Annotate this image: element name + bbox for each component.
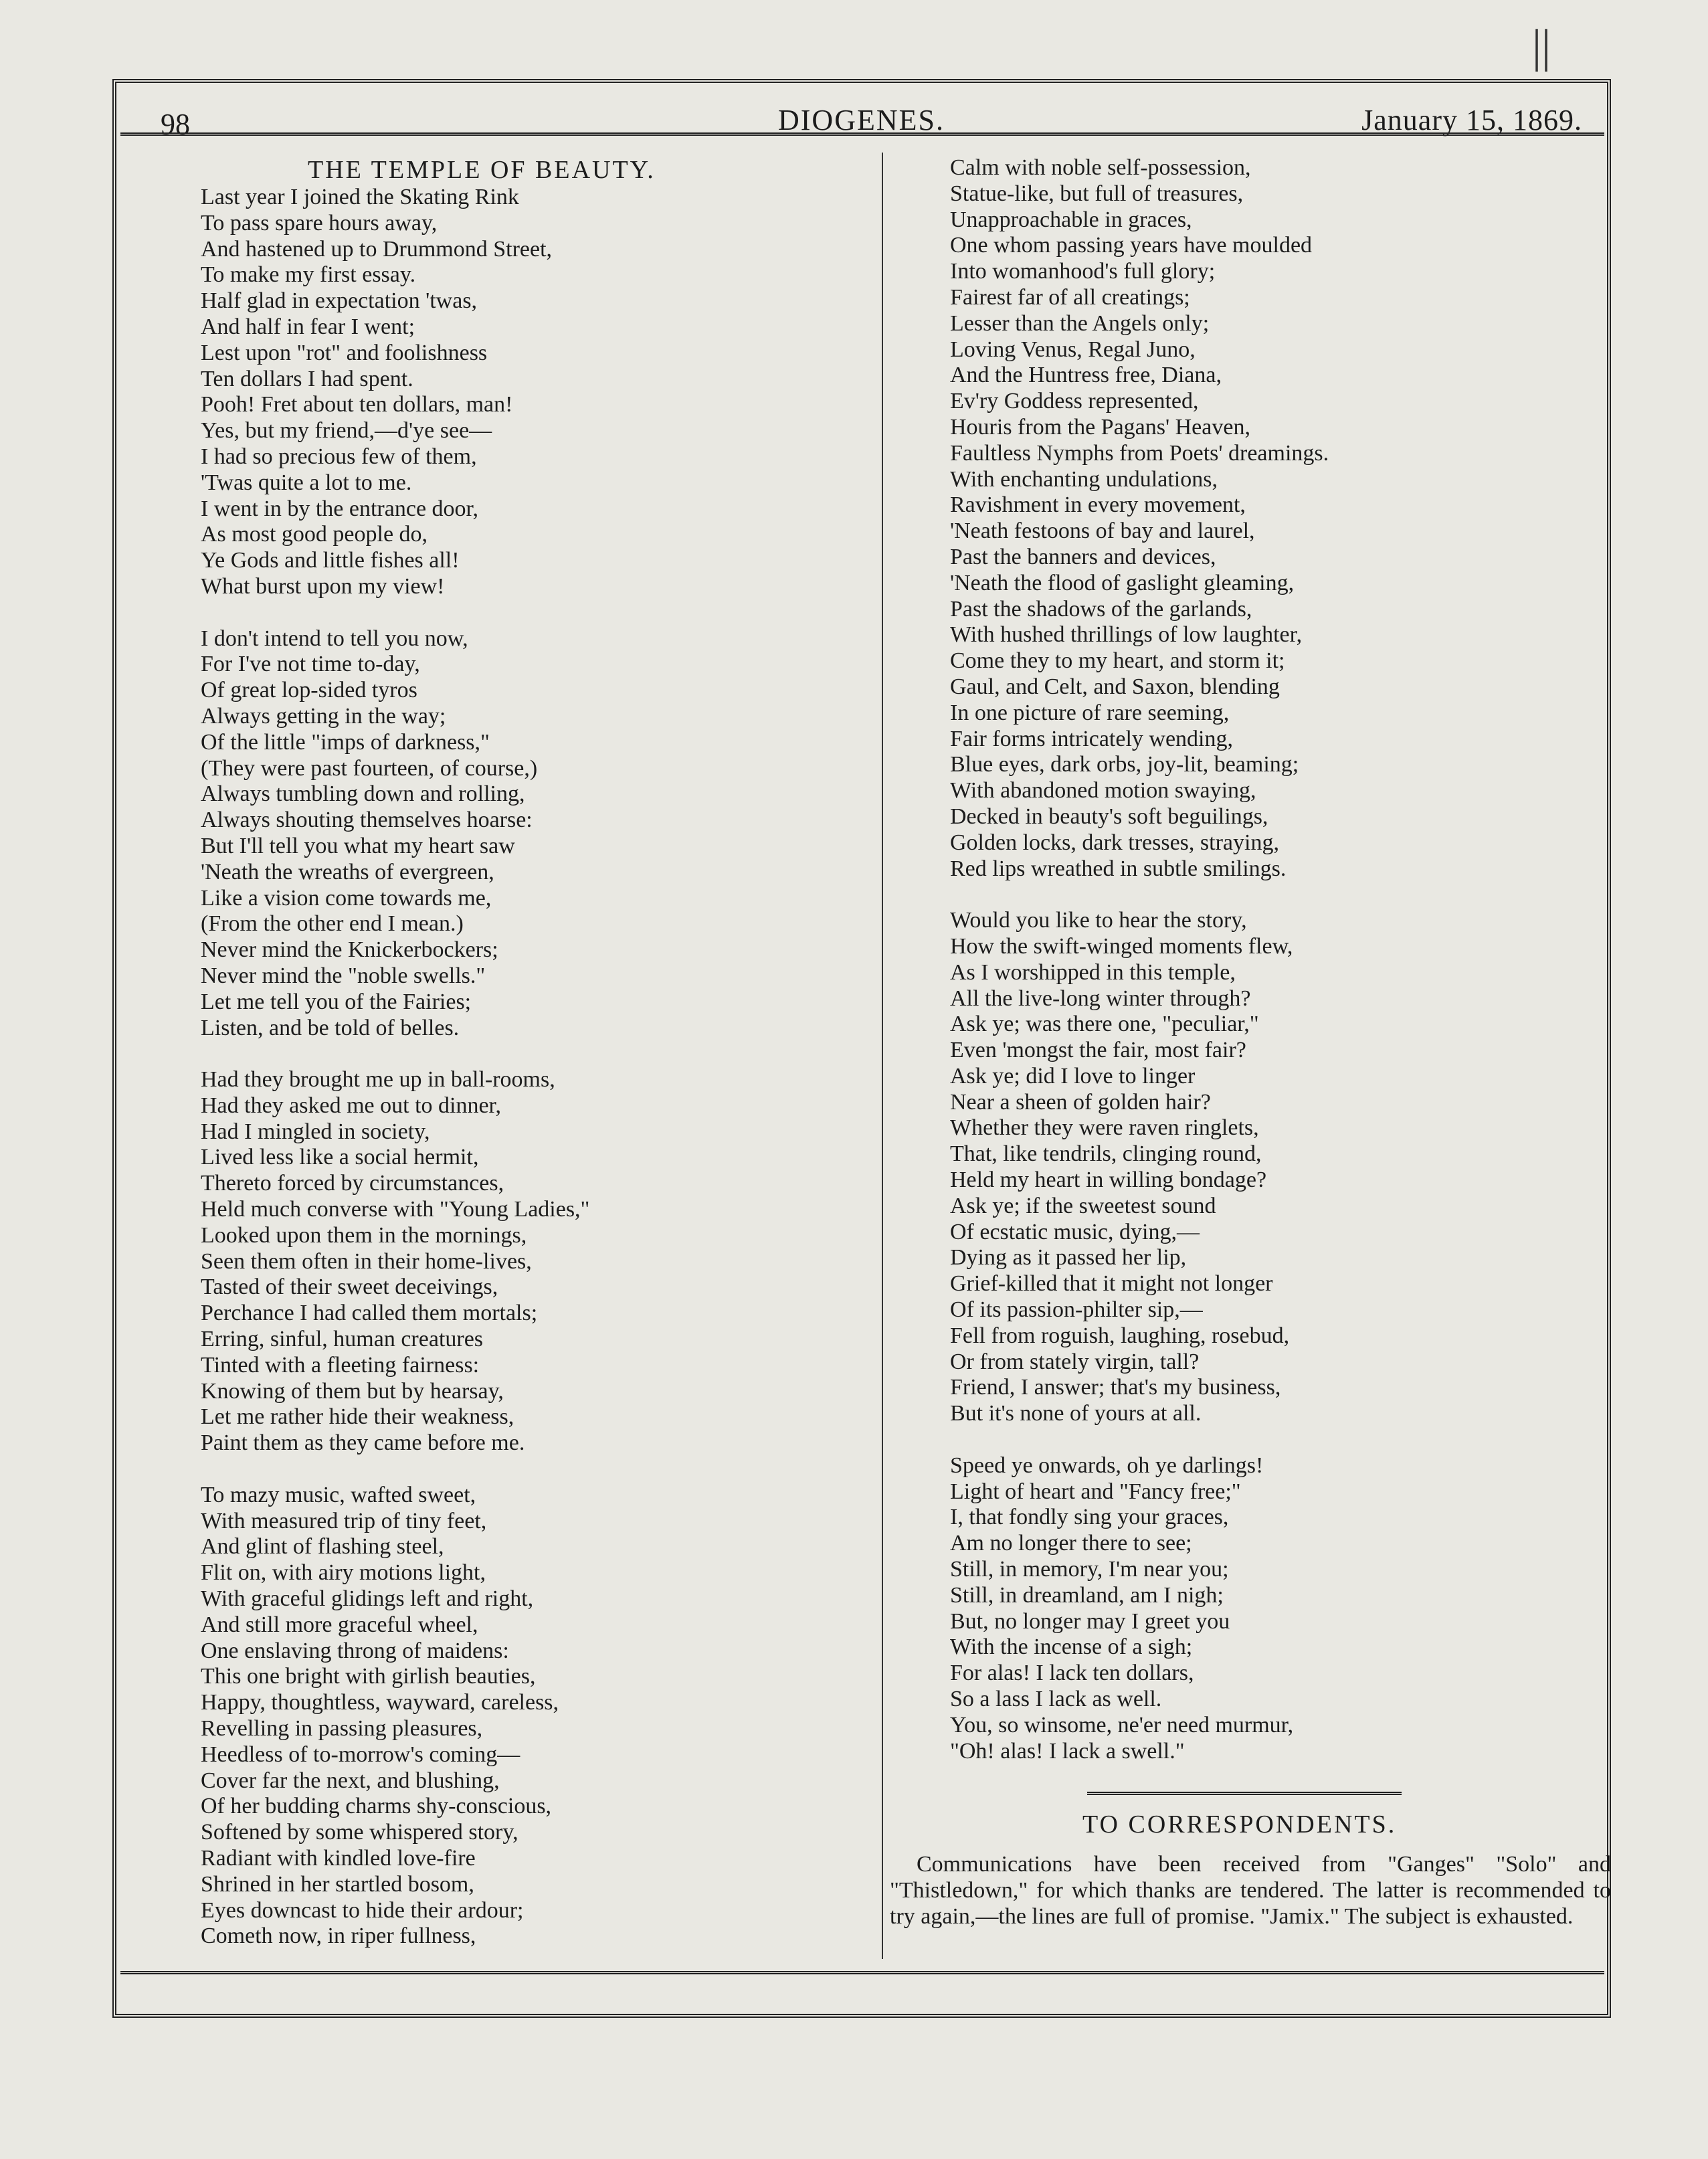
- poem-line: Would you like to hear the story,: [950, 908, 1247, 933]
- poem-line: Unapproachable in graces,: [950, 207, 1192, 232]
- poem-line: Past the banners and devices,: [950, 544, 1216, 569]
- poem-line: Fair forms intricately wending,: [950, 726, 1234, 751]
- poem-line: Erring, sinful, human creatures: [201, 1327, 484, 1352]
- poem-line: Held much converse with "Young Ladies,": [201, 1197, 590, 1222]
- poem-stanzas-left: [201, 185, 870, 1950]
- poem-line: Never mind the Knickerbockers;: [201, 937, 498, 963]
- poem-line: With enchanting undulations,: [950, 466, 1218, 492]
- poem-line: Blue eyes, dark orbs, joy-lit, beaming;: [950, 752, 1299, 777]
- poem-line: Yes, but my friend,—d'ye see—: [201, 418, 492, 444]
- poem-line: Houris from the Pagans' Heaven,: [950, 414, 1250, 440]
- poem-line: Ten dollars I had spent.: [201, 366, 413, 391]
- poem-line: Loving Venus, Regal Juno,: [950, 337, 1196, 362]
- poem-line: Decked in beauty's soft beguilings,: [950, 804, 1268, 829]
- column-rule: [882, 153, 883, 1959]
- poem-line: 'Neath the flood of gaslight gleaming,: [950, 570, 1295, 595]
- poem-line: To make my first essay.: [201, 262, 416, 288]
- poem-line: With abandoned motion swaying,: [950, 778, 1256, 804]
- poem-line: Of great lop-sided tyros: [201, 678, 417, 703]
- poem-line: Tinted with a fleeting fairness:: [201, 1352, 480, 1378]
- poem-line: You, so winsome, ne'er need murmur,: [950, 1712, 1294, 1738]
- poem-line: Red lips wreathed in subtle smilings.: [950, 856, 1287, 881]
- poem-line: With measured trip of tiny feet,: [201, 1508, 487, 1533]
- poem-line: (From the other end I mean.): [201, 911, 464, 937]
- poem-line: Lesser than the Angels only;: [950, 310, 1210, 336]
- poem-line: Radiant with kindled love-fire: [201, 1846, 476, 1871]
- poem-line: Eyes downcast to hide their ardour;: [201, 1897, 524, 1923]
- poem-line: Looked upon them in the mornings,: [201, 1222, 527, 1248]
- poem-line: Cover far the next, and blushing,: [201, 1768, 500, 1793]
- poem-line: And still more graceful wheel,: [201, 1612, 478, 1637]
- poem-title: THE TEMPLE OF BEAUTY.: [308, 156, 656, 184]
- poem-line: Of her budding charms shy-conscious,: [201, 1794, 552, 1819]
- page-number: 98: [161, 108, 190, 140]
- section-rule: [1087, 1792, 1402, 1795]
- poem-line: Had they asked me out to dinner,: [201, 1093, 502, 1118]
- poem-line: And half in fear I went;: [201, 314, 415, 339]
- poem-line: So a lass I lack as well.: [950, 1687, 1162, 1712]
- poem-line: Pooh! Fret about ten dollars, man!: [201, 392, 513, 417]
- poem-line: What burst upon my view!: [201, 573, 445, 599]
- poem-line: And the Huntress free, Diana,: [950, 363, 1222, 388]
- poem-line: Always shouting themselves hoarse:: [201, 808, 533, 833]
- poem-line: For alas! I lack ten dollars,: [950, 1661, 1194, 1686]
- poem-line: Flit on, with airy motions light,: [201, 1560, 486, 1586]
- poem-line: With hushed thrillings of low laughter,: [950, 622, 1303, 648]
- poem-line: As most good people do,: [201, 522, 428, 547]
- poem-line: I had so precious few of them,: [201, 444, 477, 469]
- poem-line: Never mind the "noble swells.": [201, 963, 486, 988]
- poem-line: But it's none of yours at all.: [950, 1401, 1202, 1426]
- poem-line: But, no longer may I greet you: [950, 1608, 1230, 1634]
- poem-line: For I've not time to-day,: [201, 652, 420, 677]
- poem-stanza: [201, 1483, 870, 1950]
- poem-line: Like a vision come towards me,: [201, 885, 492, 911]
- poem-line: Revelling in passing pleasures,: [201, 1716, 483, 1742]
- poem-line: Of the little "imps of darkness,": [201, 729, 490, 755]
- poem-line: "Oh! alas! I lack a swell.": [950, 1738, 1185, 1764]
- left-column: [201, 155, 870, 1976]
- poem-line: Come they to my heart, and storm it;: [950, 648, 1285, 674]
- poem-line: I don't intend to tell you now,: [201, 626, 468, 651]
- poem-line: Near a sheen of golden hair?: [950, 1089, 1211, 1115]
- poem-line: And glint of flashing steel,: [201, 1534, 444, 1560]
- poem-line: Ev'ry Goddess represented,: [950, 389, 1199, 414]
- poem-line: Paint them as they came before me.: [201, 1430, 525, 1456]
- poem-stanza: [201, 1067, 870, 1457]
- poem-line: One whom passing years have moulded: [950, 233, 1313, 258]
- poem-line: Ask ye; was there one, "peculiar,": [950, 1012, 1259, 1037]
- poem-line: I went in by the entrance door,: [201, 496, 478, 521]
- poem-stanza: [201, 626, 870, 1042]
- right-column: [950, 155, 1592, 1790]
- poem-line: To mazy music, wafted sweet,: [201, 1482, 476, 1507]
- poem-line: This one bright with girlish beauties,: [201, 1664, 536, 1689]
- poem-line: Heedless of to-morrow's coming—: [201, 1742, 520, 1767]
- page-margin-mark: ||: [1532, 21, 1551, 72]
- poem-line: Calm with noble self-possession,: [950, 155, 1251, 180]
- poem-line: Am no longer there to see;: [950, 1531, 1192, 1556]
- poem-stanza: [950, 908, 1592, 1427]
- poem-stanza: [950, 1453, 1592, 1765]
- poem-line: Last year I joined the Skating Rink: [201, 185, 519, 209]
- poem-line: Let me tell you of the Fairies;: [201, 989, 472, 1014]
- poem-line: In one picture of rare seeming,: [950, 700, 1230, 725]
- poem-line: Had I mingled in society,: [201, 1119, 430, 1144]
- poem-line: Speed ye onwards, oh ye darlings!: [950, 1452, 1264, 1478]
- poem-line: How the swift-winged moments flew,: [950, 933, 1293, 959]
- header-rule: [120, 132, 1604, 136]
- poem-line: Had they brought me up in ball-rooms,: [201, 1067, 555, 1093]
- poem-line: Light of heart and "Fancy free;": [950, 1479, 1241, 1504]
- poem-line: Ask ye; did I love to linger: [950, 1063, 1196, 1089]
- poem-stanza: [201, 185, 870, 600]
- poem-line: Half glad in expectation 'twas,: [201, 288, 478, 314]
- poem-line: One enslaving throng of maidens:: [201, 1638, 509, 1663]
- poem-line: Into womanhood's full glory;: [950, 259, 1216, 284]
- poem-line: Tasted of their sweet deceivings,: [201, 1275, 498, 1300]
- poem-line: Golden locks, dark tresses, straying,: [950, 830, 1279, 855]
- poem-line: Gaul, and Celt, and Saxon, blending: [950, 674, 1280, 699]
- poem-line: Statue-like, but full of treasures,: [950, 181, 1244, 206]
- poem-line: Or from stately virgin, tall?: [950, 1349, 1200, 1374]
- poem-line: Lived less like a social hermit,: [201, 1145, 479, 1170]
- poem-line: Seen them often in their home-lives,: [201, 1248, 532, 1274]
- poem-line: Ravishment in every movement,: [950, 492, 1246, 518]
- issue-date: January 15, 1869.: [1361, 104, 1582, 136]
- poem-line: 'Twas quite a lot to me.: [201, 470, 412, 495]
- poem-line: Softened by some whispered story,: [201, 1820, 518, 1845]
- poem-line: Let me rather hide their weakness,: [201, 1404, 514, 1430]
- poem-line: I, that fondly sing your graces,: [950, 1505, 1229, 1530]
- poem-line: Still, in memory, I'm near you;: [950, 1557, 1229, 1582]
- poem-line: Thereto forced by circumstances,: [201, 1171, 504, 1196]
- poem-line: Happy, thoughtless, wayward, careless,: [201, 1690, 559, 1715]
- poem-line: Friend, I answer; that's my business,: [950, 1375, 1281, 1400]
- poem-line: Knowing of them but by hearsay,: [201, 1378, 504, 1404]
- poem-line: Lest upon "rot" and foolishness: [201, 340, 488, 365]
- poem-line: Even 'mongst the fair, most fair?: [950, 1038, 1246, 1063]
- poem-line: Of its passion-philter sip,—: [950, 1297, 1203, 1323]
- poem-line: Past the shadows of the garlands,: [950, 596, 1252, 622]
- poem-line: Ask ye; if the sweetest sound: [950, 1193, 1216, 1218]
- correspondents-title: TO CORRESPONDENTS.: [1082, 1810, 1397, 1839]
- poem-stanza: [950, 155, 1592, 882]
- poem-line: All the live-long winter through?: [950, 985, 1251, 1011]
- page-header: [120, 94, 1602, 140]
- poem-line: 'Neath the wreaths of evergreen,: [201, 859, 494, 884]
- poem-line: Dying as it passed her lip,: [950, 1245, 1187, 1271]
- poem-line: Held my heart in willing bondage?: [950, 1167, 1267, 1193]
- poem-line: As I worshipped in this temple,: [950, 959, 1236, 985]
- poem-stanzas-right: [950, 155, 1592, 1764]
- poem-line: And hastened up to Drummond Street,: [201, 236, 553, 262]
- poem-line: Shrined in her startled bosom,: [201, 1871, 474, 1897]
- poem-line: Fell from roguish, laughing, rosebud,: [950, 1323, 1290, 1348]
- poem-line: Still, in dreamland, am I nigh;: [950, 1582, 1224, 1608]
- poem-line: To pass spare hours away,: [201, 210, 438, 236]
- poem-line: That, like tendrils, clinging round,: [950, 1141, 1262, 1167]
- poem-line: Ye Gods and little fishes all!: [201, 548, 460, 573]
- poem-line: Perchance I had called them mortals;: [201, 1301, 538, 1326]
- poem-line: Fairest far of all creatings;: [950, 284, 1190, 310]
- poem-line: 'Neath festoons of bay and laurel,: [950, 519, 1255, 544]
- poem-line: Whether they were raven ringlets,: [950, 1115, 1259, 1141]
- poem-line: (They were past fourteen, of course,): [201, 755, 538, 781]
- poem-line: With graceful glidings left and right,: [201, 1586, 534, 1612]
- poem-line: Always tumbling down and rolling,: [201, 781, 525, 807]
- poem-line: Cometh now, in riper fullness,: [201, 1923, 476, 1949]
- poem-line: Of ecstatic music, dying,—: [950, 1219, 1200, 1244]
- correspondents-text: Communications have been received from "Ganges" "Solo" and "Thistledown," for which thanks are tendered. The latter is recommended to try again,—the lines are full of promise. "Jamix." The subject is exhausted.: [890, 1852, 1611, 1929]
- publication-title: DIOGENES.: [778, 104, 945, 136]
- poem-line: Grief-killed that it might not longer: [950, 1271, 1273, 1297]
- footer-rule: [120, 1971, 1604, 1974]
- poem-line: But I'll tell you what my heart saw: [201, 833, 515, 858]
- poem-line: Faultless Nymphs from Poets' dreamings.: [950, 440, 1329, 466]
- poem-line: Always getting in the way;: [201, 703, 446, 729]
- poem-line: Listen, and be told of belles.: [201, 1015, 460, 1040]
- poem-line: With the incense of a sigh;: [950, 1634, 1193, 1660]
